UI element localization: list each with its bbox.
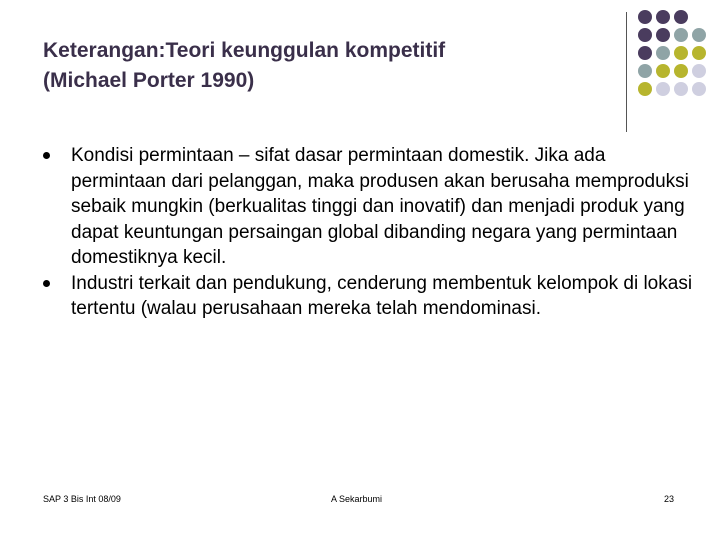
decorative-dot xyxy=(656,82,670,96)
bullet-text: Industri terkait dan pendukung, cenderung membentuk kelompok di lokasi tertentu (walau perusahaan mereka telah mendominasi. xyxy=(71,272,693,319)
slide-title-line-1: Keterangan:Teori keunggulan kompetitif xyxy=(43,39,446,62)
decorative-dot xyxy=(638,10,652,24)
decorative-dot xyxy=(656,64,670,78)
bullet-item xyxy=(43,271,693,322)
decorative-dot xyxy=(656,46,670,60)
slide-body xyxy=(43,143,693,322)
decorative-dot xyxy=(656,10,670,24)
decorative-dot xyxy=(674,46,688,60)
slide-title-line-2: (Michael Porter 1990) xyxy=(43,69,255,92)
bullet-text: Kondisi permintaan – sifat dasar permintaan domestik. Jika ada permintaan dari pelanggan, maka produsen akan berusaha memproduksi sebaik mungkin (berkualitas tinggi dan inovatif) dan menjadi produk yang dapat keuntungan persaingan global dibanding negara yang permintaan domestiknya kecil. xyxy=(71,145,689,268)
footer-center: A Sekarbumi xyxy=(331,494,383,504)
decorative-dot xyxy=(638,82,652,96)
bullet-item xyxy=(43,143,693,271)
decorative-dot xyxy=(638,46,652,60)
decorative-dot xyxy=(692,46,706,60)
decorative-divider xyxy=(626,12,627,132)
slide-title xyxy=(43,36,603,96)
decorative-dot xyxy=(674,82,688,96)
decorative-dot-grid xyxy=(638,10,718,106)
footer-left: SAP 3 Bis Int 08/09 xyxy=(43,494,121,504)
bullet-marker xyxy=(43,152,50,159)
decorative-dot xyxy=(638,64,652,78)
decorative-dot xyxy=(674,64,688,78)
decorative-dot xyxy=(692,64,706,78)
decorative-dot xyxy=(674,28,688,42)
decorative-dot xyxy=(692,82,706,96)
decorative-dot xyxy=(692,28,706,42)
decorative-dot xyxy=(674,10,688,24)
footer-page-number: 23 xyxy=(664,494,675,504)
decorative-dot xyxy=(656,28,670,42)
bullet-marker xyxy=(43,280,50,287)
decorative-dot xyxy=(638,28,652,42)
